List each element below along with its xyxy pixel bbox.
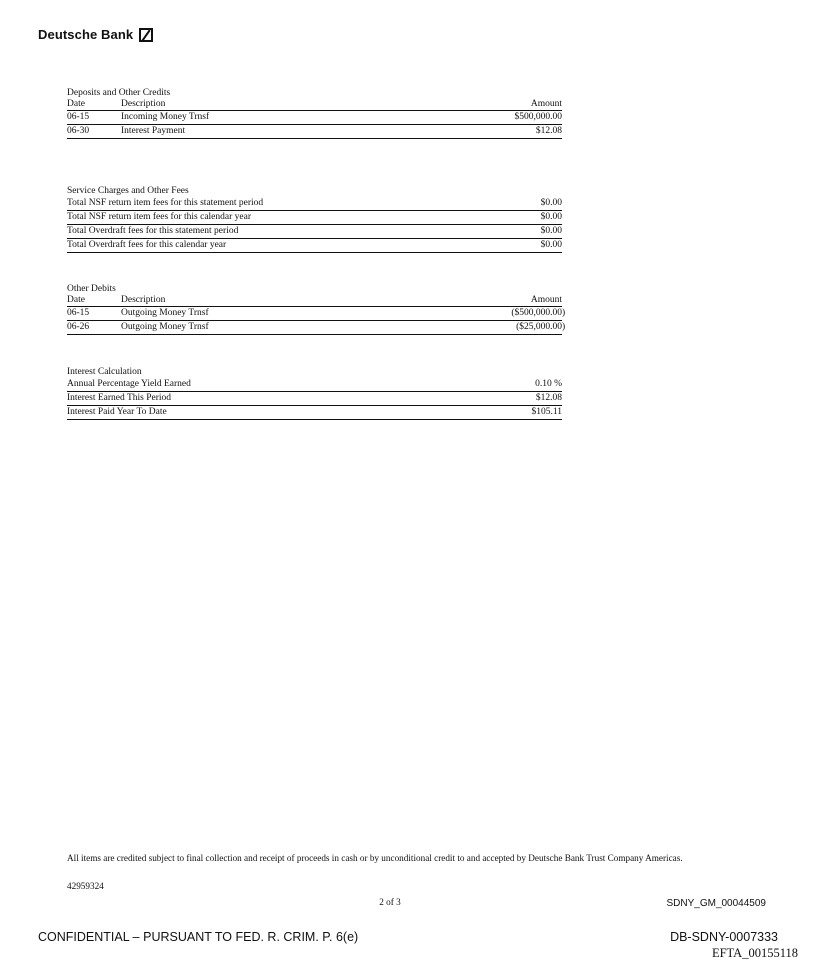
date-column-header: Date	[67, 99, 85, 109]
deposits-header-row	[67, 99, 562, 111]
deposit-date: 06-30	[67, 126, 90, 136]
deposit-date: 06-15	[67, 112, 90, 122]
fee-label: Total NSF return item fees for this calendar year	[67, 212, 251, 222]
bank-logo	[38, 27, 153, 42]
interest-row	[67, 406, 562, 420]
interest-row	[67, 392, 562, 406]
debit-amount: ($25,000.00	[516, 322, 562, 332]
debit-row	[67, 307, 566, 321]
interest-label: Interest Earned This Period	[67, 393, 172, 403]
fee-label: Total NSF return item fees for this statement period	[67, 198, 264, 208]
debit-description: Outgoing Money Trnsf	[121, 308, 209, 318]
fee-label: Total Overdraft fees for this statement period	[67, 226, 239, 236]
interest-amount: 0.10 %	[535, 379, 562, 389]
fee-row	[67, 239, 562, 253]
debit-description: Outgoing Money Trnsf	[121, 322, 209, 332]
debit-amount-close-paren: )	[562, 322, 566, 332]
interest-section	[67, 366, 562, 420]
brand-name: Deutsche Bank	[38, 27, 134, 42]
deposit-amount: $500,000.00	[514, 112, 562, 122]
efta-number: EFTA_00155118	[711, 946, 798, 960]
debit-row	[67, 321, 566, 335]
collection-disclaimer: All items are credited subject to final collection and receipt of proceeds in cash or by unconditional credit to and accepted by Deutsche Bank Trust Company Americas.	[67, 853, 683, 863]
deposit-row	[67, 125, 562, 139]
fee-row	[67, 197, 562, 211]
debit-amount-cell	[452, 307, 566, 320]
fee-amount: $0.00	[540, 226, 562, 236]
debits-header-row	[67, 295, 562, 307]
fee-amount: $0.00	[540, 240, 562, 250]
description-column-header: Description	[121, 295, 166, 305]
date-column-header: Date	[67, 295, 85, 305]
deposit-description: Interest Payment	[121, 126, 186, 136]
deposits-title: Deposits and Other Credits	[67, 88, 171, 98]
interest-title: Interest Calculation	[67, 367, 142, 377]
interest-label: Annual Percentage Yield Earned	[67, 379, 191, 389]
bates-number-db-sdny: DB-SDNY-0007333	[670, 930, 778, 944]
fee-row	[67, 211, 562, 225]
fee-label: Total Overdraft fees for this calendar year	[67, 240, 227, 250]
interest-row	[67, 378, 562, 392]
debit-date: 06-15	[67, 308, 90, 318]
debit-amount: ($500,000.00	[511, 308, 562, 318]
debit-amount-cell	[452, 321, 566, 334]
debit-date: 06-26	[67, 322, 90, 332]
description-column-header: Description	[121, 99, 166, 109]
debits-section	[67, 283, 566, 335]
confidentiality-notice: CONFIDENTIAL – PURSUANT TO FED. R. CRIM. P. 6(e)	[38, 930, 359, 944]
amount-column-header: Amount	[530, 99, 562, 109]
service-charges-section	[67, 185, 562, 253]
deposit-amount: $12.08	[535, 126, 562, 136]
service-charges-title: Service Charges and Other Fees	[67, 186, 189, 196]
debit-amount-close-paren: )	[562, 308, 566, 318]
deposit-row	[67, 111, 562, 125]
fee-amount: $0.00	[540, 212, 562, 222]
interest-amount: $12.08	[535, 393, 562, 403]
page-number: 2 of 3	[379, 897, 401, 907]
interest-amount: $105.11	[531, 407, 562, 417]
amount-column-header: Amount	[530, 295, 562, 305]
deposits-section	[67, 87, 562, 139]
debits-title: Other Debits	[67, 284, 116, 294]
fee-amount: $0.00	[540, 198, 562, 208]
bates-number-sdny-gm: SDNY_GM_00044509	[666, 898, 766, 909]
deposit-description: Incoming Money Trnsf	[121, 112, 210, 122]
slash-logo-icon	[139, 28, 153, 42]
interest-label: Interest Paid Year To Date	[67, 407, 167, 417]
fee-row	[67, 225, 562, 239]
account-code: 42959324	[67, 881, 104, 891]
